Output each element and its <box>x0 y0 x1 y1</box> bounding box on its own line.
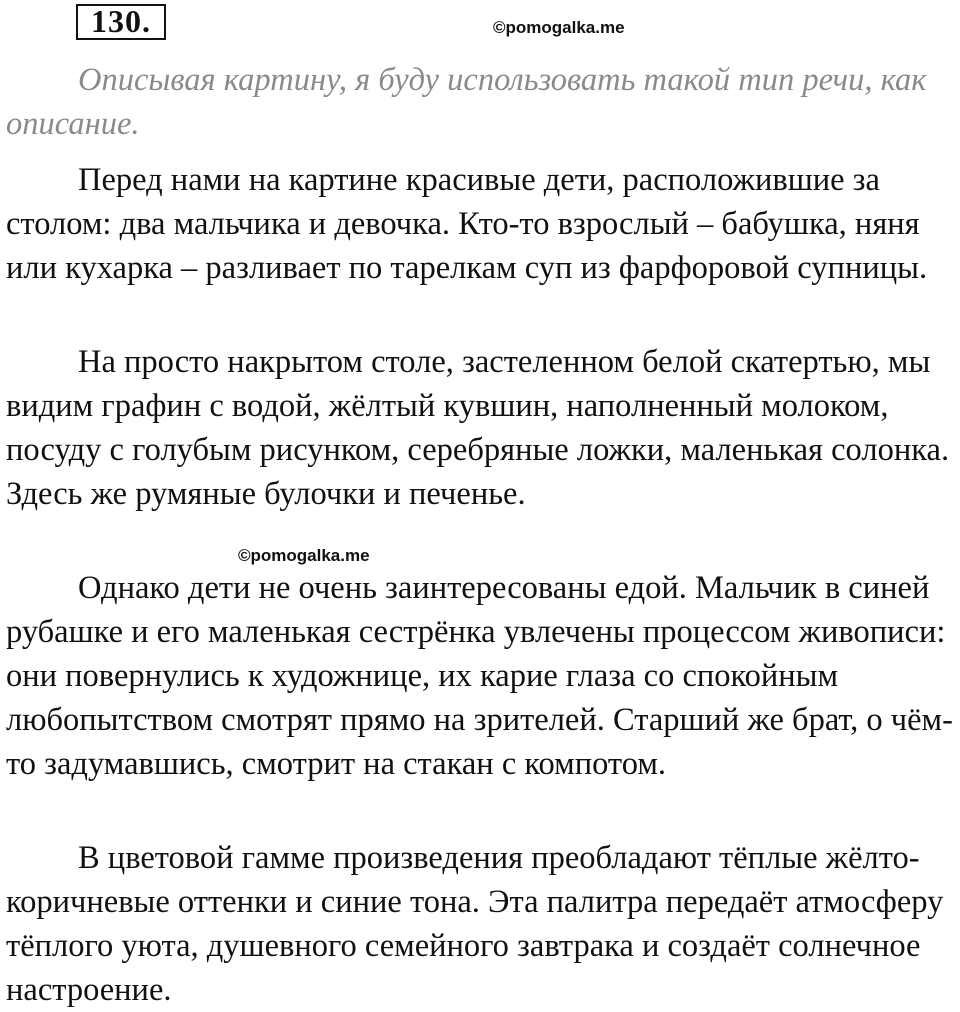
paragraph-1: Перед нами на картине красивые дети, расположившие за столом: два мальчика и девочка. Кто-то взрослый – бабушка, няня или кухарка – разливает по тарелкам суп из фарфоровой супницы. <box>6 162 928 286</box>
paragraph-4: В цветовой гамме произведения преобладают тёплые жёлто-коричневые оттенки и синие тона. Эта палитра передаёт атмосферу тёплого уюта, душевного семейного завтрака и создаёт солнечное настроение. <box>6 840 944 1008</box>
paragraph-2: На просто накрытом столе, застеленном белой скатертью, мы видим графин с водой, жёлтый кувшин, наполненный молоком, посуду с голубым рисунком, серебряные ложки, маленькая солонка. Здесь же румяные булочки и печенье. <box>6 344 950 512</box>
exercise-number: 130. <box>76 4 166 40</box>
watermark-middle: ©pomogalka.me <box>238 546 370 565</box>
intro-text: Описывая картину, я буду использовать такой тип речи, как описание. <box>6 62 927 142</box>
paragraph-3: Однако дети не очень заинтересованы едой. Мальчик в синей рубашке и его маленькая сестрёнка увлечены процессом живописи: они повернулись к художнице, их карие глаза со спокойным любопытством смотрят прямо на зрителей. Старший же брат, о чём-то задумавшись, смотрит на стакан с компотом. <box>6 570 953 782</box>
watermark-top: ©pomogalka.me <box>493 18 625 37</box>
